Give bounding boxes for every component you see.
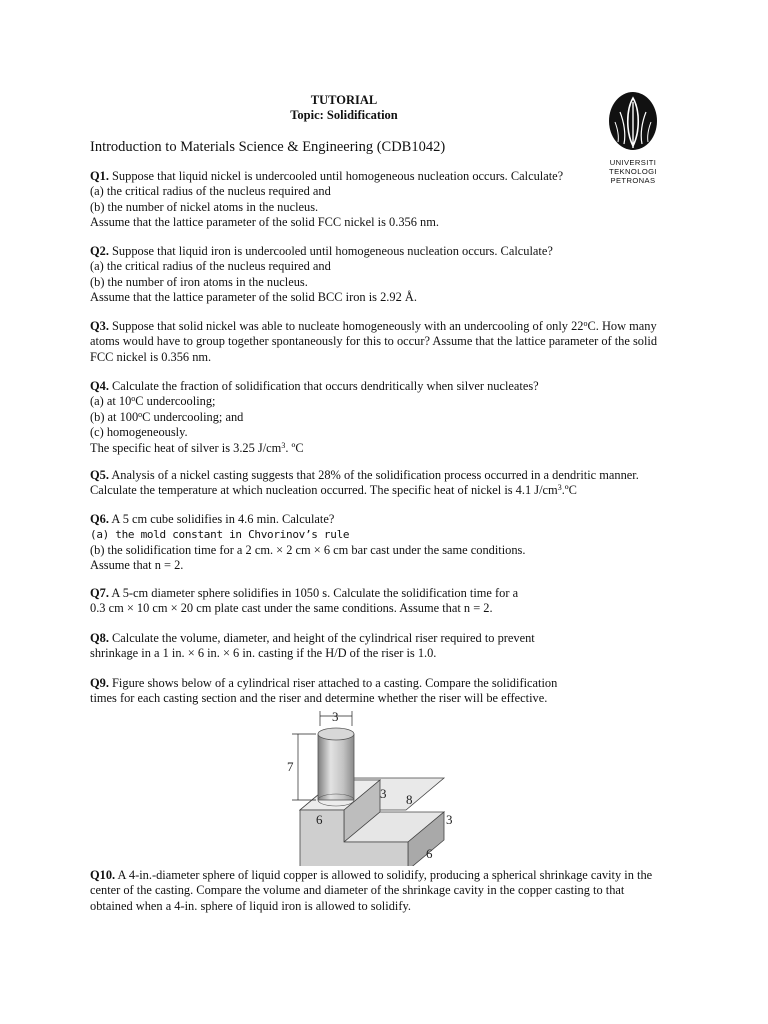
question-text: (c) homogeneously. (90, 425, 188, 440)
dim-base-left: 6 (316, 812, 323, 827)
question-text: .ºC (561, 483, 577, 498)
question-text: FCC nickel is 0.356 nm. (90, 349, 212, 364)
question-text: C undercooling; (135, 394, 216, 409)
question-text: (a) the critical radius of the nucleus required and (90, 259, 331, 274)
question-number: Q1. (90, 169, 109, 183)
dim-step-height: 3 (380, 786, 387, 801)
question-4 (90, 379, 680, 456)
question-text: Analysis of a nickel casting suggests that 28% of the solidification process occurred in a dendritic manner. (108, 468, 639, 482)
question-number: Q6. (90, 512, 109, 526)
question-text: (b) the solidification time for a 2 cm. × 2 cm × 6 cm bar cast under the same conditions. (90, 542, 526, 557)
riser-casting-figure (280, 706, 480, 866)
question-10 (90, 868, 680, 914)
superscript: o (131, 394, 136, 404)
question-text: C undercooling; and (142, 409, 244, 424)
question-number: Q10. (90, 868, 116, 882)
question-text: Suppose that solid nickel was able to nucleate homogeneously with an undercooling of only 22 (108, 319, 584, 333)
question-1 (90, 169, 680, 231)
riser-top (318, 728, 354, 740)
question-text: (a) the critical radius of the nucleus required and (90, 184, 331, 199)
question-text: shrinkage in a 1 in. × 6 in. × 6 in. casting if the H/D of the riser is 1.0. (90, 646, 437, 661)
question-3 (90, 319, 680, 365)
question-8 (90, 631, 680, 662)
question-number: Q8. (90, 631, 109, 645)
question-text: Suppose that liquid iron is undercooled until homogeneous nucleation occurs. Calculate? (108, 244, 553, 258)
question-text: Assume that the lattice parameter of the solid FCC nickel is 0.356 nm. (90, 215, 439, 230)
question-text: Assume that the lattice parameter of the solid BCC iron is 2.92 Å. (90, 290, 417, 305)
question-text: Figure shows below of a cylindrical riser attached to a casting. Compare the solidification (108, 676, 558, 690)
question-text: Calculate the fraction of solidification that occurs dendritically when silver nucleates? (108, 379, 539, 393)
question-number: Q7. (90, 586, 109, 600)
question-text: A 5-cm diameter sphere solidifies in 1050 s. Calculate the solidification time for a (108, 586, 519, 600)
question-text: A 4-in.-diameter sphere of liquid copper is allowed to solidify, producing a spherical shrinkage cavity in the (115, 868, 653, 882)
question-text: Calculate the volume, diameter, and height of the cylindrical riser required to prevent (108, 631, 535, 645)
question-number: Q5. (90, 468, 109, 482)
question-text: (b) at 100 (90, 409, 139, 424)
superscript: o (138, 409, 143, 419)
question-2 (90, 244, 680, 306)
question-text: Suppose that liquid nickel is undercooled until homogeneous nucleation occurs. Calculate? (108, 169, 564, 183)
logo-line-3: PETRONAS (610, 176, 656, 185)
question-text: 0.3 cm × 10 cm × 20 cm plate cast under the same conditions. Assume that n = 2. (90, 601, 493, 616)
superscript: 3 (557, 483, 562, 493)
question-text: C. How many (587, 319, 657, 333)
superscript: 3 (281, 440, 286, 450)
question-number: Q9. (90, 676, 109, 690)
tutorial-title: TUTORIAL (310, 93, 378, 107)
question-text: (b) the number of nickel atoms in the nucleus. (90, 199, 319, 214)
logo-line-2: TEKNOLOGI (609, 167, 657, 176)
question-number: Q3. (90, 319, 109, 333)
question-7 (90, 586, 680, 617)
question-number: Q4. (90, 379, 109, 393)
course-title: Introduction to Materials Science & Engineering (CDB1042) (90, 139, 446, 155)
question-text: (a) the mold constant in Chvorinov’s rule (90, 528, 350, 542)
question-text: obtained when a 4-in. sphere of liquid iron is allowed to solidify. (90, 898, 411, 913)
dim-riser-diameter: 3 (332, 709, 339, 724)
question-text: atoms would have to group together spontaneously for this to occur? Assume that the lattice parameter of the solid (90, 334, 658, 349)
question-5 (90, 468, 680, 499)
question-9 (90, 676, 680, 707)
question-text: Assume that n = 2. (90, 558, 184, 573)
question-text: times for each casting section and the riser and determine whether the riser will be effective. (90, 691, 548, 706)
question-text: The specific heat of silver is 3.25 J/cm (90, 440, 282, 455)
dim-riser-height: 7 (287, 759, 294, 774)
question-text: . ºC (285, 440, 304, 455)
question-number: Q2. (90, 244, 109, 258)
logo-line-1: UNIVERSITI (609, 158, 657, 167)
question-6 (90, 512, 680, 574)
dim-step-length: 8 (406, 792, 413, 807)
question-text: Calculate the temperature at which nucleation occurred. The specific heat of nickel is 4.1 J/cm (90, 483, 558, 498)
question-text: center of the casting. Compare the volume and diameter of the shrinkage cavity in the copper casting to that (90, 883, 625, 898)
riser-body (318, 734, 354, 800)
question-text: (a) at 10 (90, 394, 132, 409)
dim-base-depth: 6 (426, 846, 433, 861)
question-text: A 5 cm cube solidifies in 4.6 min. Calculate? (108, 512, 335, 526)
topic-subtitle: Topic: Solidification (290, 108, 398, 122)
question-text: (b) the number of iron atoms in the nucleus. (90, 274, 308, 289)
dim-base-right-height: 3 (446, 812, 453, 827)
superscript: o (583, 319, 588, 328)
